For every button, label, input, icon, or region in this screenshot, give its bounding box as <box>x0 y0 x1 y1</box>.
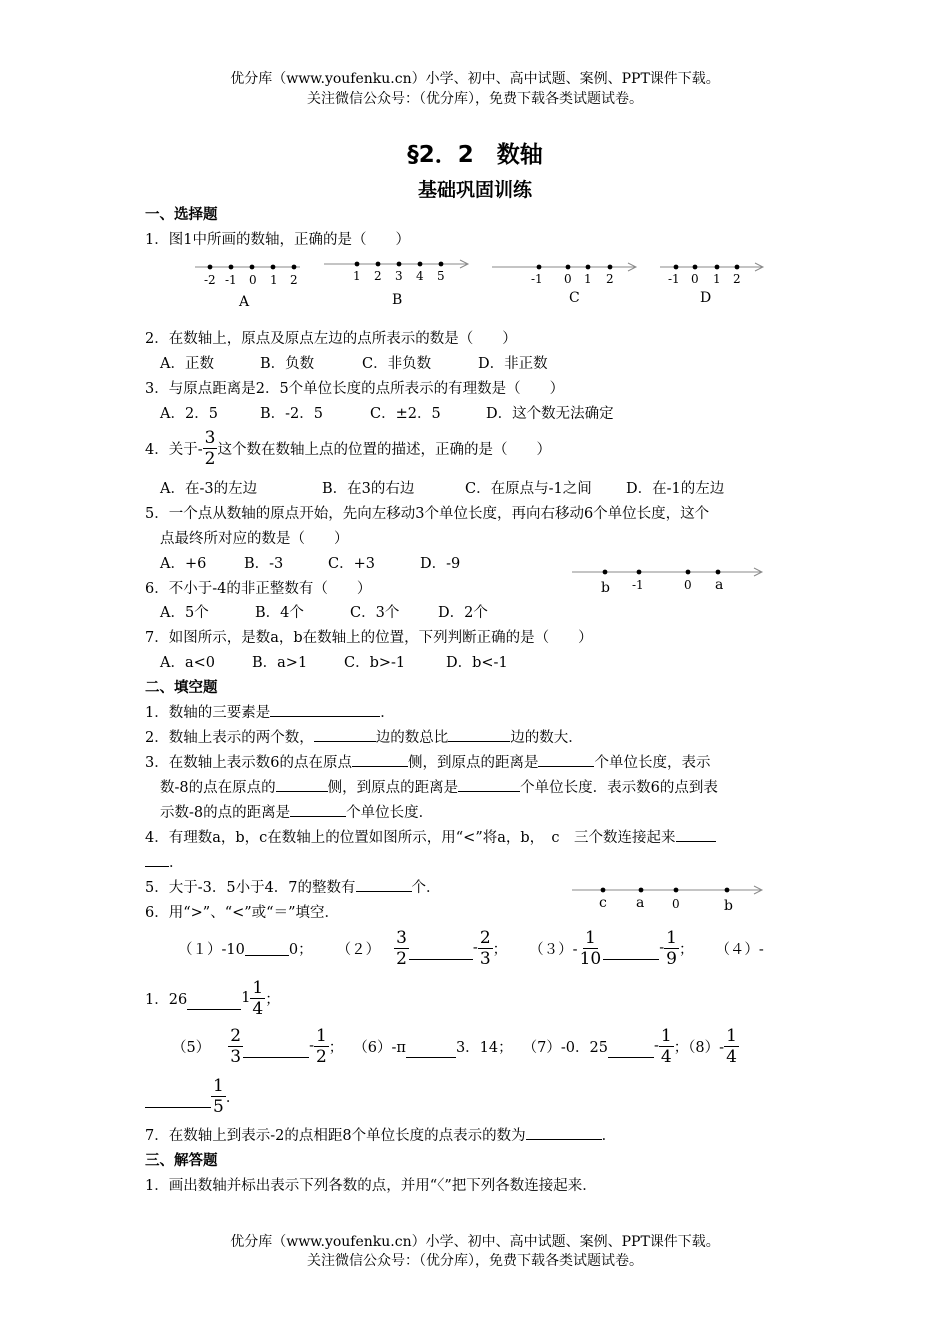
answer-blank[interactable] <box>276 777 328 792</box>
q7-number-line <box>570 563 770 599</box>
fill-q4-number-line <box>570 881 770 917</box>
section-heading-fill: 二、填空题 <box>145 680 218 696</box>
answer-blank[interactable] <box>145 1093 211 1108</box>
q5-option-b: B．-3 <box>244 556 284 572</box>
question-1-3: 3．与原点距离是2．5个单位长度的点所表示的有理数是（ ） <box>145 381 565 397</box>
q4-suffix: 这个数在数轴上点的位置的描述，正确的是（ ） <box>217 442 551 458</box>
fill-question-3-line-1: 3．在数轴上表示数6的点在原点 侧，到原点的距离是 个单位长度，表示 <box>145 751 710 772</box>
answer-blank[interactable] <box>409 945 473 960</box>
fill-question-6-row-2: 1．26 1 $\frac{1}{4}$ ； <box>145 977 280 1019</box>
svg-text:3: 3 <box>395 269 403 283</box>
q7-option-b: B．a>1 <box>252 655 308 671</box>
answer-blank[interactable] <box>245 941 289 956</box>
svg-text:-1: -1 <box>531 272 543 286</box>
q4-prefix: 4．关于- <box>145 442 203 458</box>
svg-text:1: 1 <box>353 269 361 283</box>
fill-question-2: 2．数轴上表示的两个数， 边的数总比 边的数大． <box>145 726 583 747</box>
question-1-6: 6．不小于-4的非正整数有（ ） <box>145 581 372 597</box>
svg-text:1: 1 <box>584 272 592 286</box>
fill-question-1: 1．数轴的三要素是 ． <box>145 701 395 722</box>
answer-blank[interactable] <box>356 877 412 892</box>
svg-text:-1: -1 <box>668 272 680 286</box>
q4-option-c: C．在原点与-1之间 <box>465 481 592 497</box>
number-line-c <box>492 263 636 306</box>
svg-text:A: A <box>239 294 250 310</box>
svg-text:1: 1 <box>270 273 278 287</box>
q7-option-d: D．b<-1 <box>446 655 508 671</box>
svg-text:2: 2 <box>374 269 382 283</box>
fill-question-4-line-1: 4．有理数a，b，c在数轴上的位置如图所示，用“<”将a，b， c 三个数连接起来 <box>145 826 716 847</box>
svg-text:2: 2 <box>290 273 298 287</box>
question-1-4 <box>145 428 551 469</box>
header-line-2: 关注微信公众号：（优分库），免费下载各类试题试卷。 <box>307 91 643 107</box>
answer-blank[interactable] <box>290 802 346 817</box>
q5-option-a: A．+6 <box>160 556 207 572</box>
svg-text:-2: -2 <box>204 273 216 287</box>
fill-question-6-row-4: $\frac{1}{5}$ ． <box>145 1072 240 1120</box>
q3-option-d: D．这个数无法确定 <box>486 406 614 422</box>
answer-question-1: 1．画出数轴并标出表示下列各数的点，并用“〈”把下列各数连接起来． <box>145 1178 597 1194</box>
question-1-2: 2．在数轴上，原点及原点左边的点所表示的数是（ ） <box>145 331 517 347</box>
q3-option-b: B．-2．5 <box>260 406 324 422</box>
answer-blank[interactable] <box>603 945 659 960</box>
q4-fraction: $\frac{3}{2}$ <box>204 428 216 469</box>
svg-text:5: 5 <box>437 269 445 283</box>
svg-text:a: a <box>715 577 724 593</box>
answer-blank[interactable] <box>145 852 169 867</box>
svg-text:D: D <box>700 290 712 306</box>
svg-text:4: 4 <box>416 269 424 283</box>
footer-line-2: 关注微信公众号：（优分库），免费下载各类试题试卷。 <box>307 1253 643 1269</box>
answer-blank[interactable] <box>526 1125 602 1140</box>
fill-question-4-line-2: ． <box>145 851 184 872</box>
answer-blank[interactable] <box>243 1043 309 1058</box>
answer-blank[interactable] <box>314 727 376 742</box>
answer-blank[interactable] <box>187 995 241 1010</box>
answer-blank[interactable] <box>608 1043 654 1058</box>
fill-question-7: 7．在数轴上到表示-2的点相距8个单位长度的点表示的数为 ． <box>145 1124 616 1145</box>
svg-text:C: C <box>569 290 580 306</box>
svg-text:0: 0 <box>691 272 699 286</box>
answer-blank[interactable] <box>270 702 380 717</box>
footer-line-1: 优分库（www.youfenku.cn）小学、初中、高中试题、案例、PPT课件下载。 <box>230 1234 720 1250</box>
svg-text:a: a <box>636 895 645 911</box>
q1-number-lines-figure <box>190 252 780 312</box>
fill-question-6-row-1: （１）-10 0； （２） $\frac{3}{2}$ - $\frac{2}{3}$ ； （３）- $\frac{1}{10}$ - $\frac{1}{9}$ ； （４）- <box>178 927 764 969</box>
q2-option-b: B．负数 <box>260 356 315 372</box>
question-1-7: 7．如图所示，是数a，b在数轴上的位置，下列判断正确的是（ ） <box>145 630 593 646</box>
svg-text:-1: -1 <box>225 273 237 287</box>
q2-option-a: A．正数 <box>160 356 214 372</box>
fill-question-6-row-3: （5） $\frac{2}{3}$ - $\frac{1}{2}$ ； （6）-π 3．14； （7）-0．25 - $\frac{1}{4}$ ；（8）- $\frac{1}{4}$ <box>172 1025 737 1067</box>
section-heading-answer: 三、解答题 <box>145 1153 218 1169</box>
svg-text:1: 1 <box>713 272 721 286</box>
svg-text:0: 0 <box>684 578 692 592</box>
svg-text:-1: -1 <box>632 578 644 592</box>
section-heading-choice: 一、选择题 <box>145 207 218 223</box>
q7-option-c: C．b>-1 <box>344 655 406 671</box>
number-line-a <box>195 265 300 310</box>
answer-blank[interactable] <box>448 727 510 742</box>
number-line-d <box>660 263 763 306</box>
answer-blank[interactable] <box>406 1043 456 1058</box>
question-1-5-line-2: 点最终所对应的数是（ ） <box>160 531 349 547</box>
answer-blank[interactable] <box>676 827 716 842</box>
svg-text:2: 2 <box>606 272 614 286</box>
q6-option-b: B．4个 <box>255 605 304 621</box>
fill-question-6-heading: 6．用“>”、“<”或“＝”填空． <box>145 905 340 921</box>
svg-text:b: b <box>724 898 733 914</box>
q4-option-a: A．在-3的左边 <box>160 481 258 497</box>
fill-question-3-line-2: 数-8的点在原点的 侧，到原点的距离是 个单位长度．表示数6的点到表 <box>160 776 718 797</box>
svg-text:b: b <box>601 580 610 596</box>
q5-option-d: D．-9 <box>420 556 461 572</box>
q6-option-d: D．2个 <box>438 605 488 621</box>
q3-option-a: A．2．5 <box>160 406 218 422</box>
question-1-5-line-1: 5．一个点从数轴的原点开始，先向左移动3个单位长度，再向右移动6个单位长度，这个 <box>145 506 710 522</box>
answer-blank[interactable] <box>352 752 408 767</box>
q4-option-d: D．在-1的左边 <box>626 481 725 497</box>
q7-option-a: A．a<0 <box>160 655 215 671</box>
q2-option-c: C．非负数 <box>362 356 432 372</box>
svg-text:0: 0 <box>249 273 257 287</box>
svg-text:B: B <box>392 292 403 308</box>
q4-option-b: B．在3的右边 <box>322 481 415 497</box>
q6-option-c: C．3个 <box>350 605 400 621</box>
page-subtitle: 基础巩固训练 <box>417 179 532 201</box>
svg-text:2: 2 <box>733 272 741 286</box>
svg-text:0: 0 <box>564 272 572 286</box>
q6-option-a: A．5个 <box>160 605 209 621</box>
fill-question-5: 5．大于-3．5小于4．7的整数有 个． <box>145 876 441 897</box>
q3-option-c: C．±2．5 <box>370 406 441 422</box>
q5-option-c: C．+3 <box>328 556 375 572</box>
svg-text:c: c <box>599 895 607 911</box>
q2-option-d: D．非正数 <box>478 356 548 372</box>
header-line-1: 优分库（www.youfenku.cn）小学、初中、高中试题、案例、PPT课件下载。 <box>230 71 720 87</box>
answer-blank[interactable] <box>458 777 520 792</box>
fill-question-3-line-3: 示数-8的点的距离是 个单位长度． <box>160 801 433 822</box>
question-1-1: 1．图1中所画的数轴，正确的是（ ） <box>145 232 410 248</box>
number-line-b <box>324 260 468 308</box>
answer-blank[interactable] <box>538 752 594 767</box>
svg-text:0: 0 <box>672 897 680 911</box>
page-title: §2．2 数轴 <box>407 142 543 168</box>
